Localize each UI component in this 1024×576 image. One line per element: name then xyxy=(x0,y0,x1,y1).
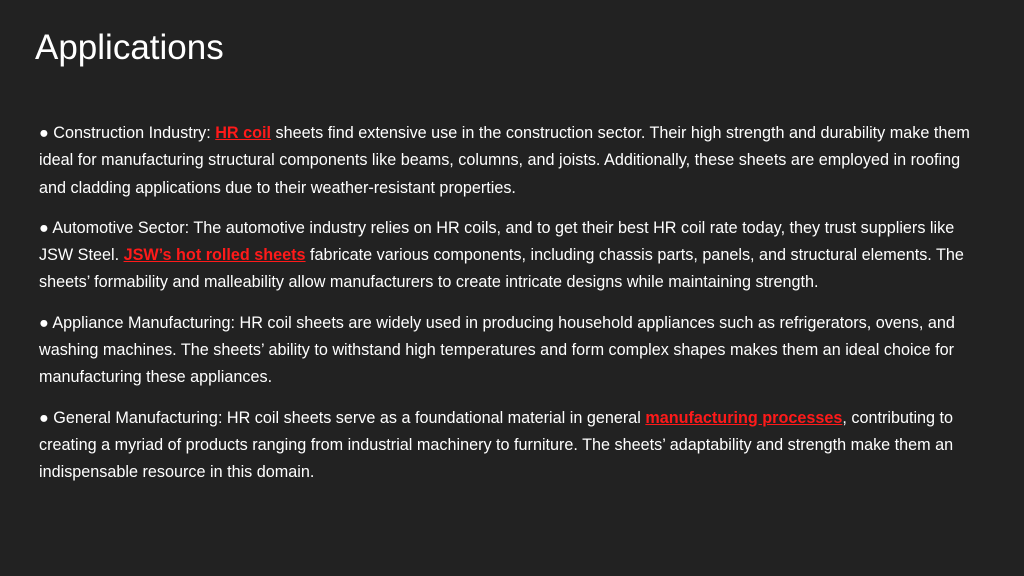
construction-industry-paragraph xyxy=(39,120,989,202)
general-text-before: ● General Manufacturing: HR coil sheets serve as a foundational material in general xyxy=(39,408,646,427)
jsw-hot-rolled-sheets-link[interactable]: JSW’s hot rolled sheets xyxy=(123,246,306,265)
construction-text-after: sheets find extensive use in the construction sector. Their high strength and durability make them ideal for manufacturing structural components like beams, columns, and joists. Additionally, these sheets are employed in roofing and cladding applications due to their weather-resistant properties. xyxy=(39,124,970,197)
hr-coil-link[interactable]: HR coil xyxy=(215,124,271,142)
automotive-sector-paragraph xyxy=(39,215,989,297)
automotive-text-after: fabricate various components, including chassis parts, panels, and structural elements. The sheets’ formability and malleability allow manufacturers to create intricate designs while maintaining strength. xyxy=(39,246,964,292)
appliance-manufacturing-paragraph: ● Appliance Manufacturing: HR coil sheets are widely used in producing household appliances such as refrigerators, ovens, and washing machines. The sheets’ ability to withstand high temperatures and form complex shapes makes them an ideal choice for manufacturing these appliances. xyxy=(39,313,955,387)
slide-title: Applications xyxy=(35,28,224,67)
general-text-after: , contributing to creating a myriad of products ranging from industrial machinery to furniture. The sheets’ adaptability and strength make them an indispensable resource in this domain. xyxy=(39,408,954,482)
applications-list xyxy=(39,120,989,500)
construction-text-before: ● Construction Industry: xyxy=(39,124,216,142)
manufacturing-processes-link[interactable]: manufacturing processes xyxy=(645,408,843,427)
general-manufacturing-paragraph xyxy=(39,405,989,487)
automotive-text-before: ● Automotive Sector: The automotive industry relies on HR coils, and to get their best HR coil rate today, they trust suppliers like JSW Steel. xyxy=(39,218,955,265)
